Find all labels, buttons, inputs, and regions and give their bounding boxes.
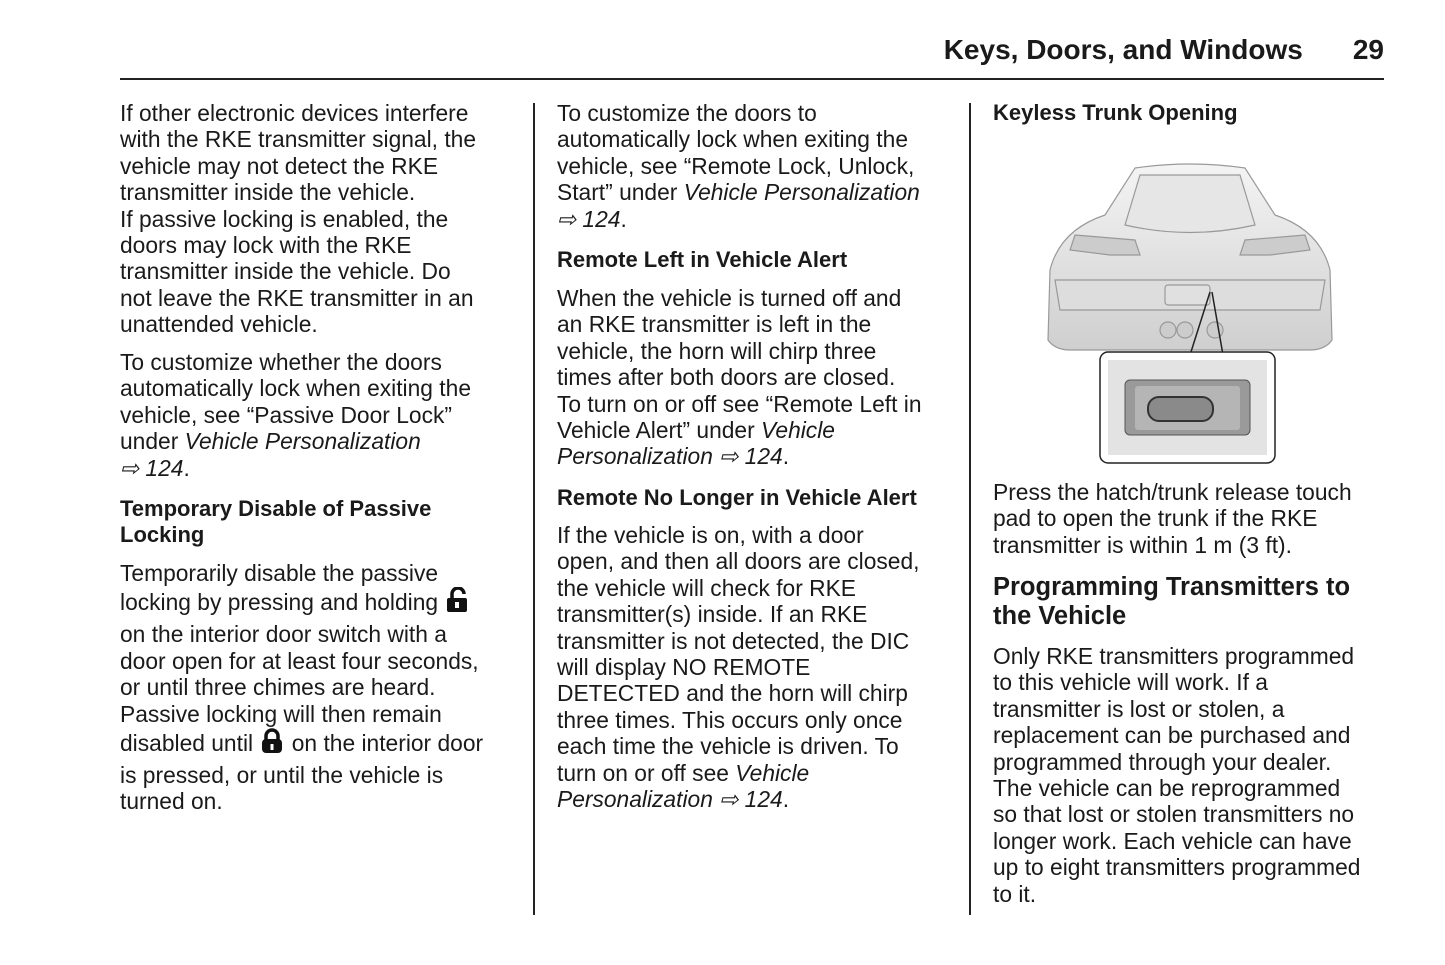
text-line [557,575,919,601]
text-segment: up to eight transmitters programmed [993,854,1361,881]
text-segment: with the RKE transmitter signal, the [120,126,477,153]
text-segment: transmitter is within 1 m (3 ft). [993,531,1292,558]
italic-reference: Vehicle [735,759,810,786]
text-line [557,733,919,759]
text-segment: doors may lock with the RKE [120,232,412,259]
text-segment: is pressed, or until the vehicle is [120,762,444,789]
text-line [993,669,1360,695]
text-segment: turned on. [120,788,223,815]
text-line [120,621,483,647]
text-line [557,153,920,179]
section-heading [557,485,917,511]
text-line [557,485,917,511]
text-segment: turn on or off see [557,759,736,786]
text-segment: Remote Left in Vehicle Alert [557,247,848,272]
section-heading [993,100,1238,126]
text-line [993,828,1360,854]
text-segment: To customize whether the doors [120,349,442,375]
text-line [993,749,1360,775]
text-line [993,532,1352,558]
text-segment: . [183,454,190,481]
text-segment: unattended vehicle. [120,311,318,338]
text-line [993,100,1238,126]
unlock-icon [446,587,468,621]
text-line [557,680,919,706]
text-segment: Passive locking will then remain [120,700,442,727]
text-segment: so that lost or stolen transmitters no [993,801,1355,828]
text-segment: locking by pressing and holding [120,589,445,616]
text-line [993,573,1350,602]
text-segment: Start” under [557,179,684,206]
text-line [120,258,476,284]
text-line [557,285,922,311]
text-line [120,455,471,481]
text-line [557,760,919,786]
text-segment: Remote No Longer in Vehicle Alert [557,485,917,510]
text-segment: To turn on or off see “Remote Left in [557,390,922,417]
text-line [993,775,1360,801]
text-line [120,232,476,258]
text-segment: to this vehicle will work. If a [993,669,1268,696]
italic-reference: Vehicle [761,417,835,444]
section-heading [557,247,847,273]
text-line [557,311,922,337]
text-segment: vehicle, see “Remote Lock, Unlock, [557,152,915,179]
text-line [993,643,1360,669]
italic-reference: Personalization ⇨ 124 [557,443,783,470]
text-segment: transmitter is not detected, the DIC [557,627,910,654]
text-line [120,349,471,375]
section-title: Keys, Doors, and Windows [943,34,1303,65]
text-segment: If the vehicle is on, with a door [557,522,864,548]
text-segment: The vehicle can be reprogrammed [993,775,1341,802]
keyless-trunk-illustration [1040,160,1340,466]
paragraph [557,285,922,470]
text-line [120,522,431,548]
italic-reference: ⇨ 124 [557,205,621,232]
text-line [120,788,483,814]
text-segment: the vehicle will check for RKE [557,574,857,601]
text-line [120,402,471,428]
paragraph [557,100,920,232]
text-line [557,522,919,548]
text-segment: open, and then all doors are closed, [557,548,920,575]
header-rule [120,78,1384,80]
text-segment: Keyless Trunk Opening [993,100,1238,125]
text-segment: to it. [993,880,1037,907]
text-line [993,505,1352,531]
text-segment: three times. This occurs only once [557,706,903,733]
italic-reference: ⇨ 124 [120,454,184,481]
text-line [557,179,920,205]
text-line [120,586,483,621]
paragraph [120,100,476,338]
text-segment: transmitter(s) inside. If an RKE [557,601,868,628]
text-segment: each time the vehicle is driven. To [557,733,899,760]
text-segment: longer work. Each vehicle can have [993,827,1352,854]
text-segment: Locking [120,522,205,548]
text-segment: vehicle may not detect the RKE [120,152,439,179]
running-header [944,34,1384,66]
text-line [557,707,919,733]
paragraph [120,349,471,481]
italic-reference: Vehicle Personalization [184,428,421,455]
text-segment: an RKE transmitter is left in the [557,311,872,338]
text-line [557,786,919,812]
text-segment: the Vehicle [993,602,1127,630]
text-segment: programmed through your dealer. [993,748,1332,775]
text-segment: Press the hatch/trunk release touch [993,479,1352,505]
text-segment: . [782,443,790,470]
text-segment: Programming Transmitters to [993,573,1351,601]
paragraph [993,643,1360,907]
text-segment: on the interior door switch with a [120,621,447,648]
text-line [993,696,1360,722]
text-line [120,727,483,762]
text-segment: not leave the RKE transmitter in an [120,284,474,311]
text-line [557,391,922,417]
text-segment: Vehicle Alert” under [557,417,762,444]
paragraph [993,479,1352,558]
text-line [557,654,919,680]
text-line [120,100,476,126]
text-line [120,179,476,205]
text-segment: times after both doors are closed. [557,364,896,391]
lock-icon [261,728,283,762]
text-segment: automatically lock when exiting the [120,375,472,402]
text-line [557,601,919,627]
text-segment: If passive locking is enabled, the [120,205,449,232]
text-segment: door open for at least four seconds, [120,647,479,674]
italic-reference: Vehicle Personalization [683,179,920,206]
text-segment: transmitter is lost or stolen, a [993,695,1285,722]
text-line [120,496,431,522]
section-heading [120,496,431,549]
text-segment: transmitter inside the vehicle. Do [120,258,451,285]
text-segment: or until three chimes are heard. [120,674,436,701]
text-segment: . [620,205,627,232]
text-segment: under [120,428,185,455]
text-line [120,285,476,311]
text-line [120,375,471,401]
text-segment: When the vehicle is turned off and [557,285,902,311]
text-line [120,153,476,179]
page-number: 29 [1352,34,1384,65]
column-divider [533,103,535,915]
text-line [120,428,471,454]
text-line [557,247,847,273]
text-line [120,311,476,337]
text-segment: Only RKE transmitters programmed [993,643,1355,669]
text-segment: vehicle, see “Passive Door Lock” [120,401,452,428]
text-line [993,602,1350,631]
text-segment: If other electronic devices interfere [120,100,469,126]
text-line [557,364,922,390]
text-segment: will display NO REMOTE [557,654,811,681]
text-line [120,648,483,674]
text-segment: disabled until [120,730,260,757]
text-segment: transmitter inside the vehicle. [120,179,416,206]
text-line [557,443,922,469]
paragraph [557,522,919,812]
text-line [557,206,920,232]
text-line [993,801,1360,827]
text-line [993,722,1360,748]
italic-reference: Personalization ⇨ 124 [557,786,783,813]
text-line [557,100,920,126]
text-line [120,674,483,700]
text-segment: vehicle, the horn will chirp three [557,337,877,364]
text-line [120,126,476,152]
text-segment: Temporary Disable of Passive [120,496,432,521]
text-segment: on the interior door [285,730,484,757]
text-line [557,126,920,152]
text-line [557,338,922,364]
text-line [120,701,483,727]
text-segment: replacement can be purchased and [993,722,1351,749]
text-line [120,762,483,788]
text-segment: To customize the doors to [557,100,817,126]
text-line [993,479,1352,505]
column-divider [969,103,971,915]
text-line [120,560,483,586]
text-line [120,206,476,232]
text-line [993,881,1360,907]
text-segment: . [782,786,790,813]
section-heading [993,573,1350,631]
text-line [557,417,922,443]
car-rear-view [1048,164,1332,350]
text-line [557,548,919,574]
text-line [557,628,919,654]
text-segment: pad to open the trunk if the RKE [993,505,1318,532]
text-segment: Temporarily disable the passive [120,560,439,586]
text-segment: automatically lock when exiting the [557,126,909,153]
trunk-release-pad-inset [1100,352,1275,463]
paragraph [120,560,483,815]
text-line [993,854,1360,880]
text-segment: DETECTED and the horn will chirp [557,680,908,707]
